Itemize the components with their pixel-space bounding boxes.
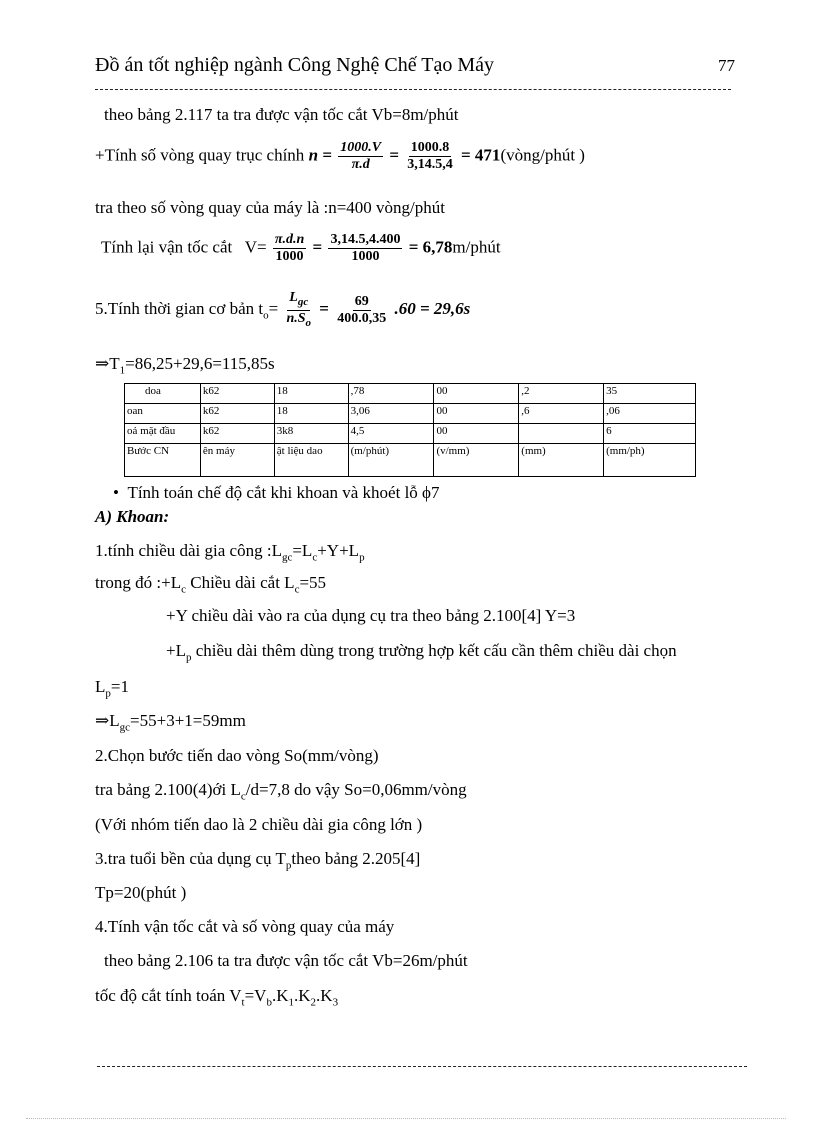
text-line bbox=[95, 572, 326, 600]
table-cell: 00 bbox=[434, 404, 519, 424]
table-cell: ,2 bbox=[519, 384, 604, 404]
text-line: 4.Tính vận tốc cắt và số vòng quay của máy bbox=[95, 917, 395, 936]
text-run: ⇒T bbox=[95, 354, 120, 373]
subscript: 3 bbox=[332, 996, 339, 1009]
text-run: =86,25+29,6=115,85s bbox=[125, 354, 275, 373]
table-cell: 00 bbox=[434, 384, 519, 404]
numerator: 1000.V bbox=[340, 140, 382, 155]
fraction bbox=[405, 140, 455, 173]
table-cell: 3k8 bbox=[274, 424, 348, 444]
table-cell: ,6 bbox=[519, 404, 604, 424]
text-run: .K bbox=[316, 986, 333, 1005]
table-row bbox=[125, 404, 696, 424]
text-run: +Tính số vòng quay trục chính bbox=[95, 145, 305, 165]
denominator: 1000 bbox=[275, 249, 304, 264]
result: .60 = 29,6s bbox=[394, 299, 471, 319]
bullet-icon: • bbox=[113, 483, 119, 502]
text-line: +Y chiều dài vào ra của dụng cụ tra theo bảng 2.100[4] Y=3 bbox=[166, 606, 576, 625]
unit: m/phút bbox=[452, 237, 501, 257]
table-cell: k62 bbox=[200, 424, 274, 444]
subscript: c bbox=[312, 551, 318, 564]
table-cell: 00 bbox=[434, 424, 519, 444]
text-run: =L bbox=[292, 541, 313, 560]
footer-divider bbox=[97, 1066, 747, 1067]
table-cell: 18 bbox=[274, 384, 348, 404]
result: = 6,78 bbox=[408, 237, 453, 257]
numerator: 1000.8 bbox=[410, 140, 450, 155]
subscript: gc bbox=[281, 551, 293, 564]
fraction bbox=[273, 232, 306, 265]
unit: (vòng/phút ) bbox=[500, 145, 585, 165]
fraction bbox=[335, 294, 388, 327]
text-run: +L bbox=[166, 641, 186, 660]
text-run: .K bbox=[271, 986, 289, 1005]
table-cell: (mm) bbox=[519, 444, 604, 477]
subscript: 2 bbox=[310, 996, 317, 1009]
text-run: =1 bbox=[110, 677, 129, 696]
text-run: tra bảng 2.100(4)ới L bbox=[95, 780, 241, 799]
text-run: /d=7,8 do vậy So=0,06mm/vòng bbox=[245, 780, 467, 799]
numerator: π.d.n bbox=[274, 232, 305, 247]
formula-total-time bbox=[95, 353, 275, 381]
denominator: 400.0,35 bbox=[337, 310, 387, 326]
table-cell: ật liệu dao bbox=[274, 444, 348, 477]
table-cell: doa bbox=[125, 384, 201, 404]
text-run: theo bảng 2.205[4] bbox=[291, 849, 421, 868]
text-line bbox=[166, 640, 677, 668]
table-cell bbox=[519, 424, 604, 444]
subscript: 1 bbox=[119, 364, 126, 377]
bullet-text: Tính toán chế độ cắt khi khoan và khoét lỗ ϕ7 bbox=[127, 483, 440, 502]
numerator: 3,14.5,4.400 bbox=[330, 232, 401, 247]
subscript: o bbox=[305, 316, 312, 329]
text-line: Tp=20(phút ) bbox=[95, 883, 187, 902]
numerator: 69 bbox=[354, 293, 369, 309]
header-divider bbox=[95, 89, 731, 90]
table-cell: 3,06 bbox=[348, 404, 434, 424]
text-run: ⇒L bbox=[95, 711, 120, 730]
text-run: =V bbox=[244, 986, 267, 1005]
text-run: Tính lại vận tốc cắt bbox=[101, 237, 233, 257]
table-header-row bbox=[125, 444, 696, 477]
denominator: 1000 bbox=[351, 249, 380, 264]
math-run: = bbox=[268, 299, 279, 319]
table-cell: oả mặt đầu bbox=[125, 424, 201, 444]
fraction bbox=[284, 290, 313, 331]
text-line bbox=[95, 540, 365, 568]
subscript: p bbox=[285, 859, 292, 872]
table-row bbox=[125, 384, 696, 404]
denominator: 3,14.5,4 bbox=[407, 157, 453, 172]
table-cell: (m/phút) bbox=[348, 444, 434, 477]
text-line bbox=[95, 985, 338, 1013]
formula-spindle-speed: +Tính số vòng quay trục chính n = $\frac{1000.V}{\pi.d}$ = $\frac{1000.8}{3,14.5,4}$ = 471(vòng/phút ) bbox=[95, 140, 585, 172]
fraction bbox=[328, 232, 402, 265]
formula-cut-speed: Tính lại vận tốc cắt V= $\frac{\pi.d.n}{1000}$ = $\frac{3,14.5,4.400}{1000}$ = 6,78m/phút bbox=[101, 232, 501, 264]
text-run: 1.tính chiều dài gia công :L bbox=[95, 541, 282, 560]
text-run: Chiều dài cắt L bbox=[185, 573, 295, 592]
table-cell: (mm/ph) bbox=[604, 444, 696, 477]
math-run: n.S bbox=[286, 310, 306, 326]
table-cell: ,78 bbox=[348, 384, 434, 404]
subscript: c bbox=[240, 790, 246, 803]
table-cell: ,06 bbox=[604, 404, 696, 424]
section-heading: A) Khoan: bbox=[95, 507, 170, 526]
text-run: L bbox=[95, 677, 106, 696]
text-line bbox=[95, 779, 467, 807]
text-run: tốc độ cắt tính toán V bbox=[95, 986, 242, 1005]
text-run: =55+3+1=59mm bbox=[130, 711, 246, 730]
numerator bbox=[287, 290, 310, 311]
subscript: c bbox=[181, 583, 186, 596]
table-cell: (v/mm) bbox=[434, 444, 519, 477]
text-line bbox=[95, 676, 129, 704]
table-cell: k62 bbox=[200, 404, 274, 424]
math-run: V= bbox=[244, 237, 267, 257]
table-cell: ên máy bbox=[200, 444, 274, 477]
text-line: (Với nhóm tiến dao là 2 chiều dài gia công lớn ) bbox=[95, 815, 423, 834]
subscript: o bbox=[263, 309, 269, 322]
text-run: =55 bbox=[299, 573, 327, 592]
header-title: Đồ án tốt nghiệp ngành Công Nghệ Chế Tạo Máy bbox=[95, 54, 495, 76]
subscript: p bbox=[105, 687, 111, 700]
table-cell: 4,5 bbox=[348, 424, 434, 444]
text-line: tra theo số vòng quay của máy là :n=400 vòng/phút bbox=[95, 198, 445, 217]
subscript: p bbox=[185, 651, 192, 664]
subscript: c bbox=[294, 583, 300, 596]
bullet-item bbox=[113, 483, 440, 503]
text-run: chiều dài thêm dùng trong trường hợp kết cấu cần thêm chiều dài chọn bbox=[191, 641, 677, 660]
subscript: gc bbox=[119, 721, 131, 734]
subscript: gc bbox=[297, 295, 309, 308]
text-run: 5.Tính thời gian cơ bản t bbox=[95, 299, 264, 319]
text-run: .K bbox=[294, 986, 311, 1005]
table-cell: Bước CN bbox=[125, 444, 201, 477]
fraction bbox=[338, 140, 383, 173]
formula-basic-time: 5.Tính thời gian cơ bản $t_o=$ $\frac{L_{gc}}{n.S_o}$ = $\frac{69}{400.0,35}$ .60 = 29,6s bbox=[95, 290, 471, 329]
subscript: p bbox=[359, 551, 365, 564]
table-cell: 35 bbox=[604, 384, 696, 404]
text-line: theo bảng 2.106 ta tra được vận tốc cắt Vb=26m/phút bbox=[104, 951, 468, 970]
subscript: 1 bbox=[288, 996, 294, 1009]
denominator: π.d bbox=[351, 157, 370, 172]
table-cell: 6 bbox=[604, 424, 696, 444]
text-line bbox=[95, 710, 246, 738]
table-row bbox=[125, 424, 696, 444]
page-number: 77 bbox=[718, 56, 735, 75]
table-cell: k62 bbox=[200, 384, 274, 404]
table-cell: 18 bbox=[274, 404, 348, 424]
math-run: L bbox=[289, 290, 298, 305]
text-line: 2.Chọn bước tiến dao vòng So(mm/vòng) bbox=[95, 746, 379, 765]
text-run: +Y+L bbox=[317, 541, 360, 560]
subscript: t bbox=[241, 996, 245, 1009]
result: = 471 bbox=[461, 145, 501, 165]
subscript: b bbox=[266, 996, 272, 1009]
text-run: 3.tra tuổi bền của dụng cụ T bbox=[95, 849, 286, 868]
text-line bbox=[95, 848, 420, 876]
cutting-data-table bbox=[124, 383, 696, 477]
denominator bbox=[284, 311, 313, 331]
text-line: theo bảng 2.117 ta tra được vận tốc cắt Vb=8m/phút bbox=[104, 105, 459, 124]
page-edge-divider bbox=[26, 1118, 786, 1119]
table-cell: oan bbox=[125, 404, 201, 424]
text-run: trong đó :+L bbox=[95, 573, 182, 592]
math-run: n = bbox=[308, 145, 332, 165]
